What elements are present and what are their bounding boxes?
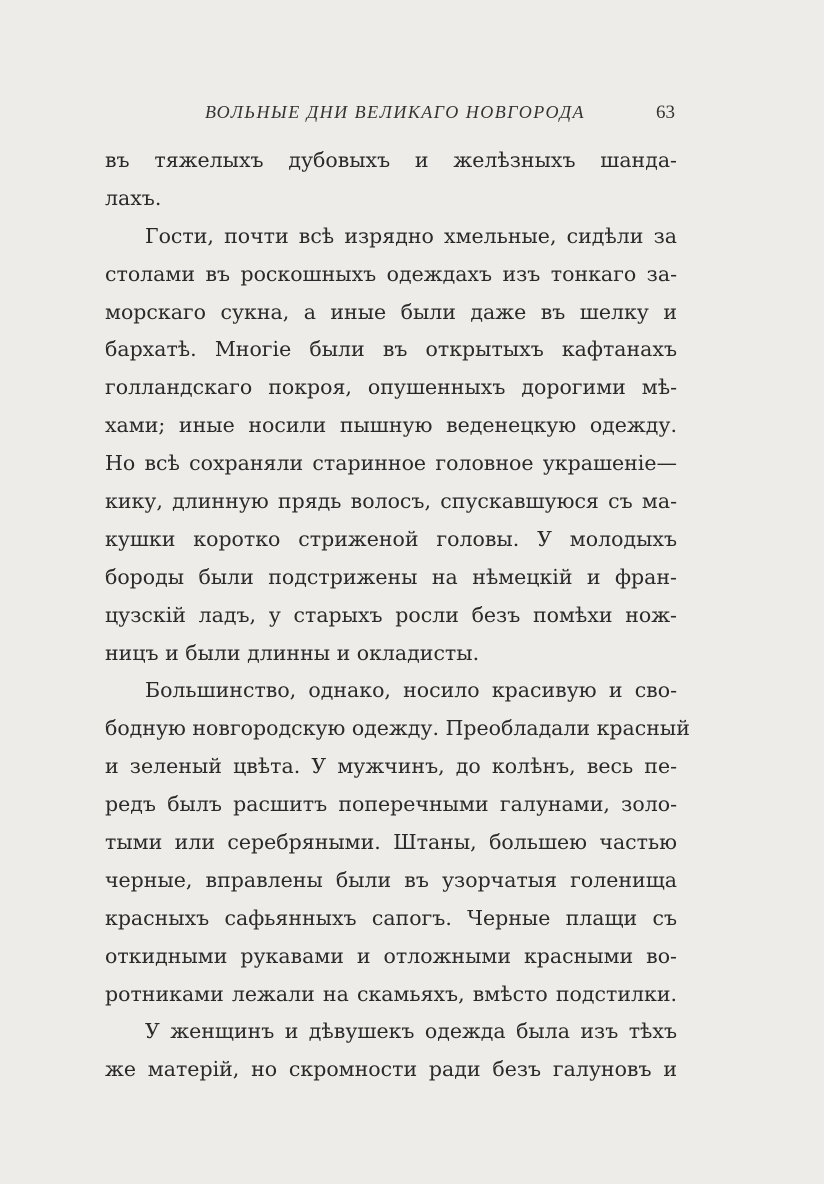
text-line: хами; иные носили пышную веденецкую одежду. xyxy=(105,413,677,438)
text-line: голландскаго покроя, опушенныхъ дорогими мѣ- xyxy=(105,375,677,400)
text-line: У женщинъ и дѣвушекъ одежда была изъ тѣхъ xyxy=(145,1019,677,1044)
text-line: откидными рукавами и отложными красными во- xyxy=(105,943,677,968)
text-line: Но всѣ сохраняли старинное головное украшеніе— xyxy=(105,451,677,476)
text-line: бороды были подстрижены на нѣмецкій и фран- xyxy=(105,564,677,589)
text-line: ротниками лежали на скамьяхъ, вмѣсто подстилки. xyxy=(105,981,677,1006)
text-line: ницъ и были длинны и окладисты. xyxy=(105,640,480,665)
text-line: кику, длинную прядь волосъ, спускавшуюся съ ма- xyxy=(105,489,677,514)
text-body xyxy=(105,142,690,1089)
text-line: Большинство, однако, носило красивую и сво- xyxy=(145,678,677,703)
text-line: морскаго сукна, а иные были даже въ шелку и xyxy=(105,299,677,324)
text-line: въ тяжелыхъ дубовыхъ и желѣзныхъ шанда- xyxy=(105,148,677,172)
page-number: 63 xyxy=(656,102,675,123)
text-line: кушки коротко стриженой головы. У молодыхъ xyxy=(105,526,677,551)
text-line: лахъ. xyxy=(105,185,162,210)
text-line: бархатѣ. Многіе были въ открытыхъ кафтанахъ xyxy=(105,337,677,362)
text-line: черные, вправлены были въ узорчатыя голенища xyxy=(105,867,677,892)
text-line: редъ былъ расшитъ поперечными галунами, золо- xyxy=(105,792,677,817)
running-header xyxy=(205,102,675,126)
text-line: цузскій ладъ, у старыхъ росли безъ помѣхи нож- xyxy=(105,602,677,627)
text-line: Гости, почти всѣ изрядно хмельные, сидѣли за xyxy=(145,223,677,248)
text-line: красныхъ сафьянныхъ сапогъ. Черные плащи съ xyxy=(105,905,677,930)
running-title: ВОЛЬНЫЕ ДНИ ВЕЛИКАГО НОВГОРОДА xyxy=(205,102,586,122)
text-line: бодную новгородскую одежду. Преобладали красный xyxy=(105,716,690,741)
text-line: и зеленый цвѣта. У мужчинъ, до колѣнъ, весь пе- xyxy=(105,754,677,779)
text-line: же матерій, но скромности ради безъ галуновъ и xyxy=(105,1057,677,1082)
text-line: тыми или серебряными. Штаны, большею частью xyxy=(105,830,677,855)
text-line: столами въ роскошныхъ одеждахъ изъ тонкаго за- xyxy=(105,261,677,286)
